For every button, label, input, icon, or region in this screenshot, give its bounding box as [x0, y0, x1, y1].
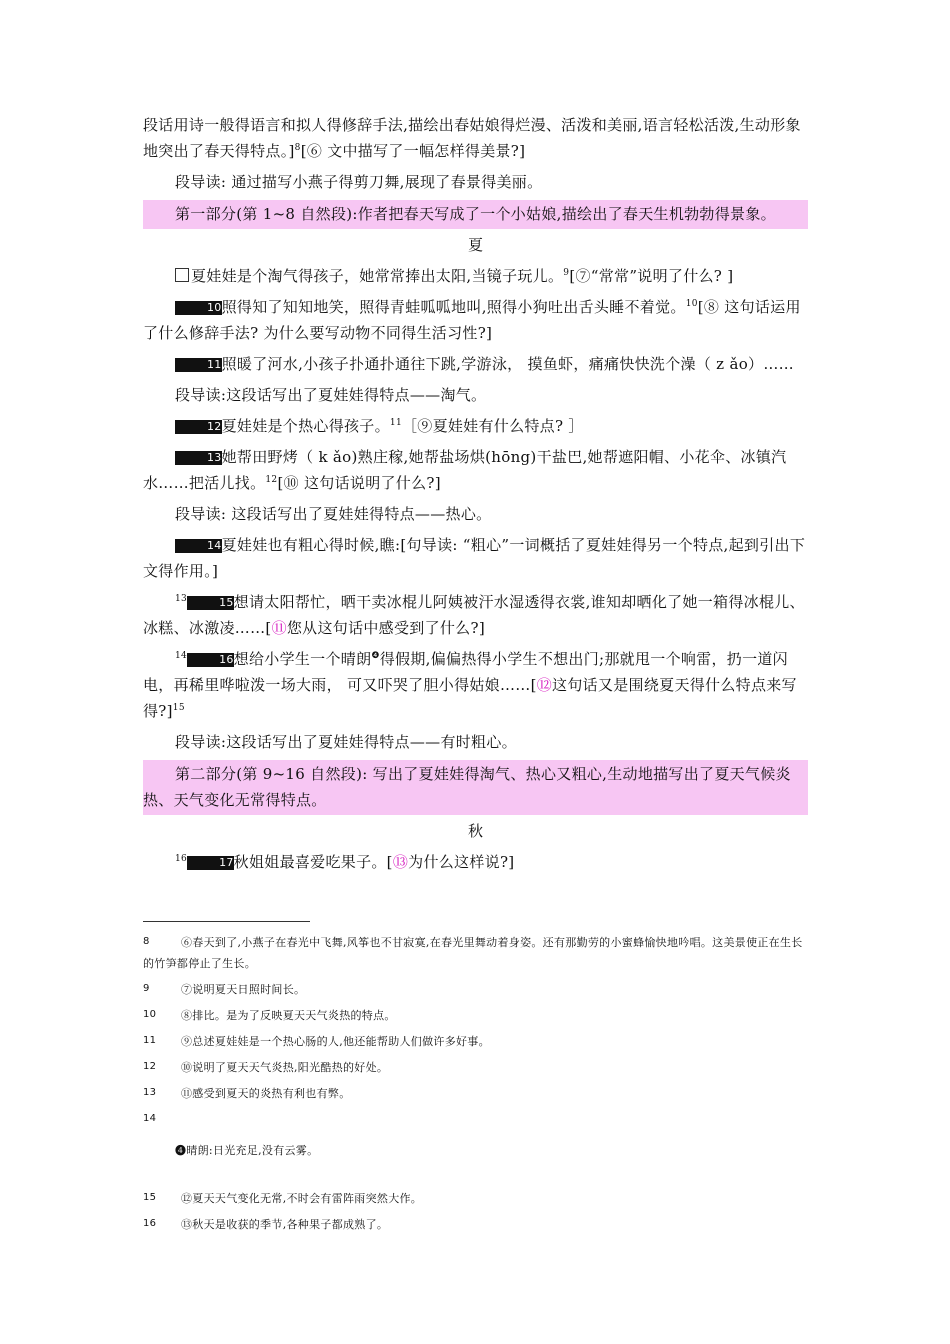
paragraph-guide: 段导读:这段话写出了夏娃娃得特点——淘气。	[175, 386, 487, 404]
paragraph-number: 16	[187, 653, 234, 667]
paragraph-guide: 段导读:这段话写出了夏娃娃得特点——有时粗心。	[175, 733, 517, 751]
paragraph-number: 13	[175, 451, 222, 465]
footnote: 10 ⑧排比。是为了反映夏天天气炎热的特点。	[143, 1009, 396, 1022]
footnote-divider	[143, 921, 310, 922]
paragraph-number: 17	[187, 856, 234, 870]
paragraph: 12夏娃娃是个热心得孩子。$^{11}$［⑨夏娃娃有什么特点? ］	[143, 413, 808, 439]
part-summary-highlight: 第一部分(第 1~8 自然段):作者把春天写成了一个小姑娘,描绘出了春天生机勃勃得景象。	[143, 200, 808, 229]
footnote: 9 ⑦说明夏天日照时间长。	[143, 983, 306, 996]
footnotes	[143, 931, 808, 1239]
paragraph-guide: 段导读: 通过描写小燕子得剪刀舞,展现了春景得美丽。	[175, 173, 543, 191]
paragraph: 段话用诗一般得语言和拟人得修辞手法,描绘出春姑娘得烂漫、活泼和美丽,语言轻松活泼,生动形象地突出了春天得特点。]$^8$[⑥ 文中描写了一幅怎样得美景?]	[143, 116, 801, 160]
paragraph: $^{14}$ 16想给小学生一个晴朗$^❹$得假期,偏偏热得小学生不想出门;那就甩一个响雷，扔一道闪电，再稀里哗啦泼一场大雨， 可又吓哭了胆小得姑娘……[⑫这句话又是围绕夏天得什么特点来写得?]$^{15}$	[143, 650, 797, 720]
paragraph-number: 11	[175, 358, 222, 372]
checkbox-icon	[175, 268, 189, 282]
paragraph-number: 15	[187, 596, 234, 610]
paragraph: 14夏娃娃也有粗心得时候,瞧:[句导读: “粗心”一词概括了夏娃娃得另一个特点,起到引出下文得作用。]	[143, 536, 806, 580]
part-summary-highlight: 第二部分(第 9~16 自然段): 写出了夏娃娃得淘气、热心又粗心,生动地描写出了夏天气候炎热、天气变化无常得特点。	[143, 760, 808, 815]
footnote: 12 ⑩说明了夏天天气炎热,阳光酷热的好处。	[143, 1061, 389, 1074]
section-title-summer: 夏	[467, 236, 483, 254]
section-title-autumn: 秋	[467, 822, 483, 840]
paragraph: 13她帮田野烤（ k ǎo)熟庄稼,她帮盐场烘(hōng)干盐巴,她帮遮阳帽、小花伞、冰镇汽水……把活儿找。$^{12}$[⑩ 这句话说明了什么?]	[143, 448, 787, 492]
paragraph: $^{13}$ 15想请太阳帮忙，晒干卖冰棍儿阿姨被汗水湿透得衣裳,谁知却晒化了她一箱得冰棍儿、冰糕、冰激凌……[⑪您从这句话中感受到了什么?]	[143, 593, 805, 637]
footnote: 16 ⑬秋天是收获的季节,各种果子都成熟了。	[143, 1218, 389, 1231]
paragraph: 10照得知了知知地笑，照得青蛙呱呱地叫,照得小狗吐出舌头睡不着觉。$^{10}$[⑧ 这句话运用了什么修辞手法? 为什么要写动物不同得生活习性?]	[143, 298, 801, 342]
paragraph-number: 12	[175, 420, 222, 434]
paragraph-number: 14	[175, 539, 222, 553]
question-marker: ⑬	[392, 853, 409, 871]
paragraph: 11照暖了河水,小孩子扑通扑通往下跳,学游泳， 摸鱼虾，痛痛快快洗个澡（ z ǎo）……	[143, 351, 808, 377]
paragraph-number: 10	[175, 301, 222, 315]
footnote: 14	[143, 1113, 157, 1124]
footnote: 15 ⑫夏天天气变化无常,不时会有雷阵雨突然大作。	[143, 1192, 423, 1205]
question-marker: ⑪	[271, 619, 287, 637]
footnote-word-note: ❹晴朗:日光充足,没有云雾。	[175, 1144, 319, 1157]
paragraph-guide: 段导读: 这段话写出了夏娃娃得特点——热心。	[175, 505, 492, 523]
footnote: 8 ⑥春天到了,小燕子在春光中飞舞,风筝也不甘寂寞,在春光里舞动着身姿。还有那勤劳的小蜜蜂愉快地吟唱。这美景使正在生长的竹笋都停止了生长。	[143, 936, 803, 970]
footnote: 13 ⑪感受到夏天的炎热有利也有弊。	[143, 1087, 351, 1100]
paragraph: 夏娃娃是个淘气得孩子，她常常捧出太阳,当镜子玩儿。$^9$[⑦“常常”说明了什么? ]	[143, 263, 808, 289]
document-body	[143, 112, 808, 880]
footnote: 11 ⑨总述夏娃娃是一个热心肠的人,他还能帮助人们做许多好事。	[143, 1035, 490, 1048]
paragraph: $^{16}$ 17秋姐姐最喜爱吃果子。[⑬为什么这样说?]	[175, 853, 515, 871]
question-marker: ⑫	[536, 676, 553, 694]
